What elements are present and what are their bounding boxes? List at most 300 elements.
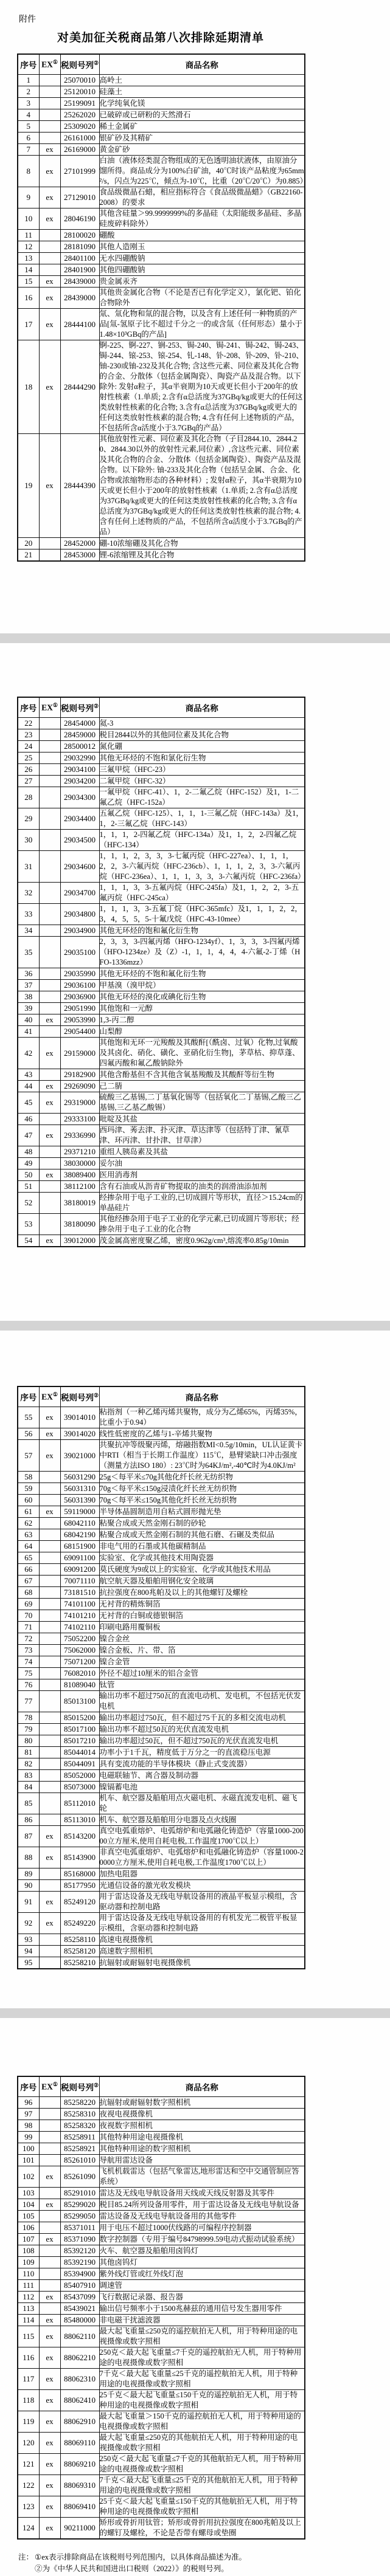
footnote-line-1: ①ex表示排除商品在该税则号列范围内，以具体商品描述为准。 [35, 2553, 247, 2561]
cell-name: 最大起飞重量＞150千克的遥控航拍无人机，用于特种用途的电视摄像或数字照相 [99, 2411, 305, 2433]
cell-name: 输出功率超过50瓦，但不超过750瓦的光伏直流发电机 [99, 1735, 305, 1747]
table-row [18, 1169, 305, 1181]
table-row [18, 1747, 305, 1758]
cell-no: 12 [18, 241, 39, 253]
cell-code: 85392190 [60, 2257, 99, 2268]
column-header-name: 商品名称 [99, 1386, 305, 1407]
column-header-no: 序号 [18, 2076, 39, 2097]
cell-ex: ex [39, 340, 60, 434]
cell-code: 85394900 [60, 2268, 99, 2280]
cell-no: 2 [18, 86, 39, 98]
cell-no: 46 [18, 1114, 39, 1125]
cell-name: 航空航天器及船舶用钢化安全玻璃 [99, 1576, 305, 1587]
cell-ex [39, 1946, 60, 1957]
cell-no: 107 [18, 2234, 39, 2245]
cell-no: 41 [18, 1026, 39, 1038]
cell-no: 69 [18, 1599, 39, 1610]
column-header-ex: EX① [39, 1386, 60, 1407]
cell-ex: ex [39, 1092, 60, 1114]
cell-code: 29034600 [60, 851, 99, 883]
cell-no: 36 [18, 968, 39, 980]
cell-no: 13 [18, 253, 39, 264]
table-row [18, 787, 305, 808]
cell-no: 10 [18, 208, 39, 230]
cell-code: 39014010 [60, 1407, 99, 1428]
cell-ex: ex [39, 144, 60, 156]
cell-code: 29034800 [60, 904, 99, 925]
cell-ex: ex [39, 2166, 60, 2188]
table-row [18, 1407, 305, 1428]
table-row [18, 2347, 305, 2369]
cell-no: 94 [18, 1946, 39, 1957]
table-row [18, 2433, 305, 2454]
table-row [18, 2211, 305, 2222]
cell-ex [39, 1529, 60, 1541]
table-row [18, 904, 305, 925]
cell-no: 26 [18, 764, 39, 776]
cell-code: 26161000 [60, 133, 99, 144]
column-header-ex: EX① [39, 697, 60, 718]
table-row [18, 2155, 305, 2166]
table-row [18, 764, 305, 776]
cell-ex: ex [39, 309, 60, 340]
cell-name: 印刷电路用覆铜板 [99, 1622, 305, 1633]
cell-ex [39, 1656, 60, 1668]
table-row [18, 729, 305, 741]
table-row [18, 1214, 305, 1235]
cell-code: 28401100 [60, 253, 99, 264]
cell-ex [39, 1934, 60, 1946]
table-header-row [18, 1386, 305, 1407]
cell-name: 机车、航空器及船舶用点火磁电机、永磁直流发电机、磁飞轮 [99, 1793, 305, 1814]
table-row [18, 1633, 305, 1645]
cell-ex [39, 1599, 60, 1610]
cell-ex: ex [39, 2369, 60, 2390]
cell-ex: ex [39, 187, 60, 208]
cell-code: 85017210 [60, 1735, 99, 1747]
footnote-mark-1: ① [52, 59, 58, 66]
cell-name: 调速管 [99, 2280, 305, 2292]
table-row [18, 2245, 305, 2257]
cell-code: 28181090 [60, 241, 99, 253]
table-row [18, 1880, 305, 1892]
column-header-name: 商品名称 [99, 54, 305, 75]
cell-ex [39, 1622, 60, 1633]
cell-no: 100 [18, 2143, 39, 2155]
cell-ex [39, 1003, 60, 1014]
cell-code: 85112010 [60, 1793, 99, 1814]
cell-name: 氦-3 [99, 718, 305, 729]
cell-no: 101 [18, 2155, 39, 2166]
cell-no: 119 [18, 2411, 39, 2433]
table-row [18, 1564, 305, 1576]
table-row [18, 2268, 305, 2280]
cell-code: 85480000 [60, 2315, 99, 2326]
cell-code: 29034100 [60, 764, 99, 776]
cell-no: 3 [18, 98, 39, 109]
cell-name: 镍合金管 [99, 1656, 305, 1668]
page-top-margin [0, 1331, 390, 1386]
cell-no: 88 [18, 1847, 39, 1868]
cell-ex: ex [39, 1506, 60, 1518]
footnote-mark-2: ② [93, 2082, 99, 2089]
cell-name: 实验室、化学或其他技术用陶瓷器 [99, 1552, 305, 1564]
cell-code: 28439000 [60, 276, 99, 288]
cell-no: 28 [18, 787, 39, 808]
cell-name: 25千克＜最大起飞重量≤150千克的其他航拍无人机，用于特种用途的电视摄像或数字照相 [99, 2496, 305, 2518]
cell-name: 加热电阻器 [99, 1868, 305, 1880]
table-header [18, 2076, 305, 2097]
table-row [18, 1576, 305, 1587]
cell-no: 102 [18, 2166, 39, 2188]
cell-no: 60 [18, 1495, 39, 1506]
cell-no: 38 [18, 991, 39, 1003]
cell-name: 1，1，1，3，3-五氟丙烷（HFC-245fa）及1，1，2，2，3-五氟丙烷（HFC-245ca） [99, 883, 305, 904]
cell-ex: ex [39, 208, 60, 230]
cell-name: 7千克＜最大起飞重量≤25千克的其他航拍无人机，用于特种用途的电视摄像或数字照相 [99, 2475, 305, 2496]
cell-code: 29036100 [60, 980, 99, 991]
cell-code: 29034400 [60, 808, 99, 830]
cell-no: 44 [18, 1081, 39, 1092]
cell-no: 92 [18, 1913, 39, 1934]
cell-ex [39, 2097, 60, 2109]
table-row [18, 1529, 305, 1541]
cell-ex: ex [39, 2433, 60, 2454]
cell-name: 白油（液体烃类混合物组成的无色透明油状液体，由原油分馏所得。商品成分为100%白矿油，40℃时该产品粘度为65mm²/s，闪点为225℃，倾点为-10℃，比重（20℃/20℃）为0.885） [99, 156, 305, 187]
table-row [18, 1758, 305, 1770]
cell-code: 29034700 [60, 883, 99, 904]
table-row [18, 98, 305, 109]
cell-ex [39, 1552, 60, 1564]
cell-no: 31 [18, 851, 39, 883]
cell-no: 112 [18, 2292, 39, 2303]
cell-ex: ex [39, 2411, 60, 2433]
cell-code: 85177950 [60, 1880, 99, 1892]
table-row [18, 1026, 305, 1038]
cell-name: 1，1，1，2，3，3，3-七氟丙烷（HFC-227ea）、1，1，1，2，2，3-六氟丙烷（HFC-236cb）、1，1，1，2，3，3-六氟丙烷（HFC-236ea）、1，1，1，3，3，3-六氟丙烷（HFC-236fa） [99, 851, 305, 883]
table-row [18, 187, 305, 208]
page-separator [0, 1321, 390, 1331]
cell-code: 85291010 [60, 2188, 99, 2199]
cell-name: 粘聚合成或天然金刚石制的其他石磨、石碾及类似品 [99, 1529, 305, 1541]
cell-name: 钛管 [99, 1679, 305, 1691]
cell-name: 火车、航空器及船舶用卤钨灯 [99, 2245, 305, 2257]
cell-code: 29035100 [60, 937, 99, 968]
cell-ex: ex [39, 288, 60, 309]
cell-name: 三氟甲烷（HFC-23） [99, 764, 305, 776]
cell-code: 28444290 [60, 340, 99, 434]
cell-ex [39, 808, 60, 830]
cell-code: 25120010 [60, 86, 99, 98]
cell-no: 4 [18, 109, 39, 121]
cell-no: 93 [18, 1934, 39, 1946]
cell-name: 机车、航空器及船舶用分电器及点火线圈 [99, 1814, 305, 1826]
table-row [18, 937, 305, 968]
cell-name: 稀土金属矿 [99, 121, 305, 133]
cell-name: 粘指剂（一种乙烯丙烯共聚物，成分为乙烯65%，丙烯35%，比重小于0.94） [99, 1407, 305, 1428]
cell-no: 103 [18, 2188, 39, 2199]
cell-ex [39, 98, 60, 109]
cell-name: 250克＜最大起飞重量≤7千克的其他航拍无人机，用于特种用途的电视摄像或数字照相 [99, 2454, 305, 2475]
cell-name: 飞行数据记录器、报告器 [99, 2292, 305, 2303]
cell-ex [39, 2155, 60, 2166]
cell-name: 紫外线灯管或红外线灯泡 [99, 2268, 305, 2280]
cell-ex [39, 830, 60, 851]
tariff-table-page-3 [17, 1386, 305, 1969]
cell-ex [39, 549, 60, 562]
cell-ex: ex [39, 2454, 60, 2475]
cell-code: 25070010 [60, 75, 99, 86]
cell-code: 28454000 [60, 718, 99, 729]
cell-no: 52 [18, 1193, 39, 1214]
cell-no: 99 [18, 2132, 39, 2143]
cell-name: 其他无环烃的溴化或碘化衍生物 [99, 991, 305, 1003]
cell-ex [39, 121, 60, 133]
table-row [18, 991, 305, 1003]
cell-name: 飞机机载雷达（包括气象雷达,地形雷达和空中交通管制应答系统） [99, 2166, 305, 2188]
table-row [18, 75, 305, 86]
cell-name: 粘聚合成或天然金刚石制的砂轮 [99, 1518, 305, 1529]
cell-ex [39, 2280, 60, 2292]
cell-code: 38112100 [60, 1181, 99, 1193]
cell-code: 29319000 [60, 1092, 99, 1114]
cell-no: 1 [18, 75, 39, 86]
table-row [18, 230, 305, 241]
cell-no: 20 [18, 538, 39, 549]
cell-no: 86 [18, 1814, 39, 1826]
cell-name: 雷达设备及无线电导航设备用的其他零件 [99, 2211, 305, 2222]
cell-code: 88062310 [60, 2369, 99, 2390]
cell-no: 48 [18, 1146, 39, 1158]
cell-code: 28459000 [60, 729, 99, 741]
cell-code: 85258210 [60, 1957, 99, 1969]
cell-ex [39, 264, 60, 276]
cell-ex: ex [39, 1407, 60, 1428]
cell-name: 无衬背的精炼铜箔 [99, 1599, 305, 1610]
cell-code: 29035990 [60, 968, 99, 980]
cell-ex [39, 2109, 60, 2120]
cell-name: 非真空电弧重熔炉、电弧熔炉和电弧融化铸造炉（容量1000-20000立方厘米,使用自耗电极,工作温度1700℃以上） [99, 1847, 305, 1868]
cell-code: 29053990 [60, 1014, 99, 1026]
cell-ex [39, 1146, 60, 1158]
cell-name: 其他人造刚玉 [99, 241, 305, 253]
cell-name: 己二腈 [99, 1081, 305, 1092]
document-page-4 [0, 2018, 390, 2576]
table-row [18, 1158, 305, 1169]
table-row [18, 1146, 305, 1158]
table-row [18, 2475, 305, 2496]
cell-ex [39, 538, 60, 549]
cell-name: 抗辐射或耐辐射数字照相机 [99, 2097, 305, 2109]
cell-ex [39, 2257, 60, 2268]
cell-ex [39, 2245, 60, 2257]
cell-name: 非电磁干扰滤波器 [99, 2315, 305, 2326]
cell-name: 经掺杂用于电子工业的,已切成圆片等形状，直径＞15.24cm的单晶硅片 [99, 1193, 305, 1214]
footnote-mark-2: ② [93, 60, 99, 66]
cell-no: 65 [18, 1552, 39, 1564]
cell-no: 5 [18, 121, 39, 133]
cell-ex: ex [39, 1826, 60, 1847]
cell-name: 25g＜每平米≤70g其他化纤长丝无纺织物 [99, 1472, 305, 1483]
cell-code: 88069210 [60, 2454, 99, 2475]
cell-code: 88062210 [60, 2347, 99, 2369]
table-row [18, 1712, 305, 1724]
cell-no: 25 [18, 752, 39, 764]
cell-code: 90211000 [60, 2518, 99, 2540]
table-body [18, 718, 305, 1247]
cell-no: 35 [18, 937, 39, 968]
cell-code: 27129010 [60, 187, 99, 208]
cell-no: 98 [18, 2120, 39, 2132]
cell-ex: ex [39, 2475, 60, 2496]
cell-no: 63 [18, 1529, 39, 1541]
cell-code: 29269090 [60, 1081, 99, 1092]
table-row [18, 1892, 305, 1913]
cell-name: 线性低密度的乙烯与1-辛烯共聚物 [99, 1428, 305, 1440]
table-row [18, 1038, 305, 1069]
cell-code: 76082010 [60, 1668, 99, 1679]
cell-ex: ex [39, 1081, 60, 1092]
cell-ex [39, 1518, 60, 1529]
footnotes-prefix: 注： [18, 2553, 34, 2561]
cell-ex [39, 1193, 60, 1214]
table-row [18, 288, 305, 309]
cell-name: 食品级微晶石蜡，相应指标符合《食品级微晶蜡》（GB22160-2008）的要求 [99, 187, 305, 208]
cell-no: 14 [18, 264, 39, 276]
cell-ex: ex [39, 1913, 60, 1934]
cell-name: 税目85.24所列设备用零件，用于雷达设备及无线电导航设备 [99, 2199, 305, 2211]
table-row [18, 2454, 305, 2475]
cell-no: 73 [18, 1645, 39, 1656]
cell-no: 87 [18, 1826, 39, 1847]
table-row [18, 1440, 305, 1472]
cell-code: 85258320 [60, 2120, 99, 2132]
cell-no: 17 [18, 309, 39, 340]
table-row [18, 1868, 305, 1880]
cell-name: 其他贵金属化合物（不论是否已有化学定义），氯化钯、铂化合物除外 [99, 288, 305, 309]
cell-code: 59119000 [60, 1506, 99, 1518]
cell-ex [39, 718, 60, 729]
cell-name: 贵金属汞齐 [99, 276, 305, 288]
cell-name: 其他放射性元素、同位素及其化合物（子目2844.10、2844.20、2844.30以外的放射性元素,同位素）,含这些元素、同位素及其化合物的合金、分散体（包括金属陶瓷）、陶瓷产品及混合物。以下除外: 铀-233及其化合物（包括呈金属、合金、化合物或浓缩物形态的各种材料）; 发射α粒子，其α半衰期为10天或更长但小于200年的放射性核素（1.单质; 2.含有α总活度为37GBq/kg或更大的任何这类放射性核素的化合物; 3.含有α总活度为37GBq/kg或更大的任何这类放射性核素的混合物; 4.含有任何上述物质的产品，不包括所含α活度小于3.7GBq的产品） [99, 434, 305, 538]
table-body [18, 1407, 305, 1969]
cell-name: 含有石油或从沥青矿物提取的油类的润滑油添加剂 [99, 1181, 305, 1193]
cell-code: 39014020 [60, 1428, 99, 1440]
cell-name: 输出功率不超过750瓦的直流电动机、发电机，不包括光伏发电机 [99, 1691, 305, 1712]
column-header-no: 序号 [18, 54, 39, 75]
cell-ex: ex [39, 156, 60, 187]
cell-no: 30 [18, 830, 39, 851]
cell-name: 1，1，1，2-四氟乙烷（HFC-134a）及1，1，2，2-四氟乙烷（HFC-134） [99, 830, 305, 851]
cell-code: 29054400 [60, 1026, 99, 1038]
cell-code: 85261090 [60, 2166, 99, 2188]
cell-no: 54 [18, 1235, 39, 1247]
footnote-line-2: ②为《中华人民共和国进出口税则（2022）》的税则号列。 [35, 2564, 229, 2573]
table-row [18, 86, 305, 98]
cell-name: 甲基溴（溴甲烷） [99, 980, 305, 991]
table-row [18, 980, 305, 991]
cell-name: 其他卤钨灯 [99, 2257, 305, 2268]
cell-name: 镍镉蓄电池 [99, 1782, 305, 1793]
cell-no: 32 [18, 883, 39, 904]
footnote-mark-2: ② [93, 703, 99, 709]
table-row [18, 434, 305, 538]
table-row [18, 1552, 305, 1564]
cell-ex [39, 968, 60, 980]
table-row [18, 253, 305, 264]
cell-code: 25199091 [60, 98, 99, 109]
cell-code: 38180019 [60, 1193, 99, 1214]
cell-no: 56 [18, 1428, 39, 1440]
table-row [18, 2411, 305, 2433]
cell-code: 70071110 [60, 1576, 99, 1587]
table-row [18, 121, 305, 133]
table-row [18, 1181, 305, 1193]
table-row [18, 2303, 305, 2315]
cell-ex [39, 980, 60, 991]
table-row [18, 1656, 305, 1668]
cell-no: 47 [18, 1125, 39, 1146]
cell-ex: ex [39, 1125, 60, 1146]
cell-no: 114 [18, 2315, 39, 2326]
cell-no: 124 [18, 2518, 39, 2540]
cell-code: 85249120 [60, 1892, 99, 1913]
cell-no: 49 [18, 1158, 39, 1169]
cell-name: 70g＜每平米≤150g浸渍化纤长丝无纺织物 [99, 1483, 305, 1495]
table-row [18, 2234, 305, 2245]
cell-name: 无水四硼酸钠 [99, 253, 305, 264]
cell-no: 8 [18, 156, 39, 187]
cell-code: 81089040 [60, 1679, 99, 1691]
cell-ex: ex [39, 2496, 60, 2518]
page-separator [0, 633, 390, 643]
table-row [18, 2097, 305, 2109]
column-header-ex: EX① [39, 2076, 60, 2097]
table-row [18, 2315, 305, 2326]
cell-no: 23 [18, 729, 39, 741]
cell-code: 68042190 [60, 1529, 99, 1541]
cell-ex [39, 1691, 60, 1712]
cell-code: 29034900 [60, 925, 99, 937]
table-row [18, 808, 305, 830]
cell-name: 一氟甲烷（HFC-41）、1，2-二氟乙烷（HFC-152）及1，1-二氟乙烷（HFC-152a） [99, 787, 305, 808]
table-row [18, 925, 305, 937]
table-row [18, 718, 305, 729]
cell-no: 11 [18, 230, 39, 241]
page-top-margin [0, 2018, 390, 2076]
cell-ex [39, 752, 60, 764]
cell-code: 28444100 [60, 309, 99, 340]
cell-code: 29336990 [60, 1125, 99, 1146]
cell-code: 56031390 [60, 1495, 99, 1506]
cell-ex [39, 230, 60, 241]
cell-ex [39, 1495, 60, 1506]
table-row [18, 851, 305, 883]
cell-ex [39, 1758, 60, 1770]
cell-no: 121 [18, 2454, 39, 2475]
table-row [18, 1622, 305, 1633]
cell-ex: ex [39, 2234, 60, 2245]
cell-ex [39, 1668, 60, 1679]
cell-no: 57 [18, 1440, 39, 1472]
table-row [18, 2496, 305, 2518]
cell-code: 29182900 [60, 1069, 99, 1081]
cell-code: 85439021 [60, 2303, 99, 2315]
column-header-code: 税则号列② [60, 2076, 99, 2097]
page-title: 对美加征关税商品第八次排除延期清单 [57, 32, 264, 44]
table-row [18, 1587, 305, 1599]
cell-name: 半导体晶圆制造用自粘式圆形抛光垫 [99, 1506, 305, 1518]
